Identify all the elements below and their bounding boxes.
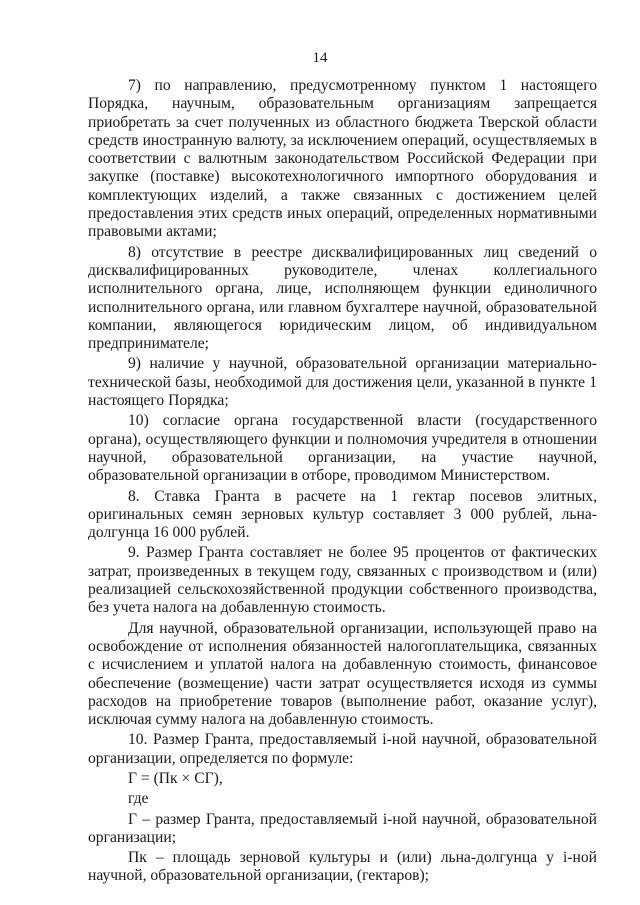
section-9-grant-size: 9. Размер Гранта составляет не более 95 процентов от фактических затрат, произведенных в текущем году, связанных с производством и (или) реализацией сельскохозяйственной продукции собственного производства, без учета налога на добавленную стоимость. xyxy=(88,544,597,617)
section-9-vat-exemption: Для научной, образовательной организации, использующей право на освобождение от исполнения обязанностей налогоплательщика, связанных с исчислением и уплатой налога на добавленную стоимость, финансовое обеспечение (возмещение) части затрат осуществляется исходя из суммы расходов на приобретение товаров (выполнение работ, оказание услуг), исключая сумму налога на добавленную стоимость. xyxy=(88,619,597,729)
paragraph-item-9: 9) наличие у научной, образовательной организации материально-технической базы, необходимой для достижения цели, указанной в пункте 1 настоящего Порядка; xyxy=(88,355,597,410)
definition-area: Пк – площадь зерновой культуры и (или) льна-долгунца у i-ной научной, образовательной организации, (гектаров); xyxy=(88,849,597,885)
document-body xyxy=(88,77,597,888)
formula-where-label: где xyxy=(128,790,149,808)
paragraph-item-8: 8) отсутствие в реестре дисквалифицированных лиц сведений о дисквалифицированных руководителе, членах коллегиального исполнительного органа, лице, исполняющем функции единоличного исполнительного органа, или главном бухгалтере научной, образовательной компании, являющегося юридическим лицом, об индивидуальном предпринимателе; xyxy=(88,243,597,353)
paragraph-item-10: 10) согласие органа государственной власти (государственного органа), осуществляющего функции и полномочия учредителя в отношении научной, образовательной организации, на участие научной, образовательной организации в отборе, проводимом Министерством. xyxy=(88,412,597,485)
section-8-grant-rate: 8. Ставка Гранта в расчете на 1 гектар посевов элитных, оригинальных семян зерновых культур составляет 3 000 рублей, льна-долгунца 16 000 рублей. xyxy=(88,487,597,542)
section-10-grant-formula-intro: 10. Размер Гранта, предоставляемый i-ной научной, образовательной организации, определяется по формуле: xyxy=(88,731,597,767)
paragraph-item-7: 7) по направлению, предусмотренному пунктом 1 настоящего Порядка, научным, образовательным организациям запрещается приобретать за счет полученных из областного бюджета Тверской области средств иностранную валюту, за исключением операций, осуществляемых в соответствии с валютным законодательством Российской Федерации при закупке (поставке) высокотехнологичного импортного оборудования и комплектующих изделий, а также связанных с достижением целей предоставления этих средств иных операций, определенных нормативными правовыми актами; xyxy=(88,77,597,241)
grant-formula: Г = (Пк × СГ), xyxy=(128,769,223,787)
definition-grant: Г – размер Гранта, предоставляемый i-ной научной, образовательной организации; xyxy=(88,810,597,846)
page-number: 14 xyxy=(312,50,328,66)
